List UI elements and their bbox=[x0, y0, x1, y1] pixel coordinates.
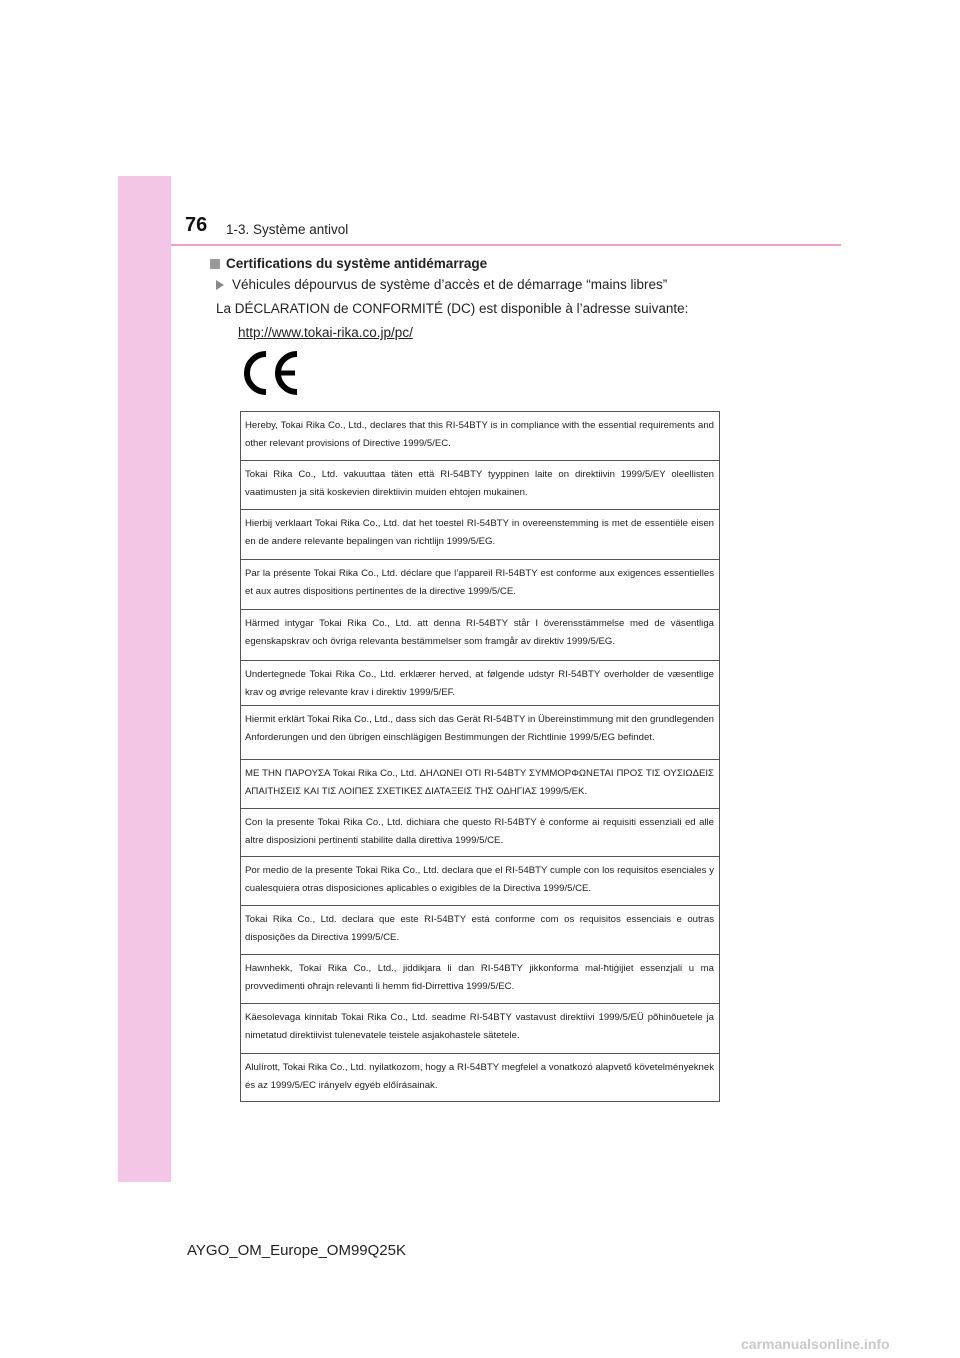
declaration-text: ΜΕ ΤΗΝ ΠΑΡΟΥΣΑ Tokai Rika Co., Ltd. ΔΗΛΩΝΕΙ ΟΤΙ RI-54BTY ΣΥΜΜΟΡΦΩΝΕΤΑΙ ΠΡΟΣ ΤΙΣ ΟΥΣΙΩΔΕΙΣ ΑΠΑΙΤΗΣΕΙΣ ΚΑΙ ΤΙΣ ΛΟΙΠΕΣ ΣΧΕΤΙΚΕΣ ΔΙΑΤΑΞΕΙΣ ΤΗΣ ΟΔΗΓΙΑΣ 1999/5/ΕΚ. bbox=[241, 760, 720, 809]
declaration-text: Con la presente Tokai Rika Co., Ltd. dichiara che questo RI-54BTY è conforme ai requisiti essenziali ed alle altre disposizioni pertinenti stabilite dalla direttiva 1999/5/CE. bbox=[241, 809, 720, 857]
declaration-row bbox=[241, 706, 720, 760]
sub-heading-text: Véhicules dépourvus de système d’accès et de démarrage “mains libres” bbox=[232, 277, 668, 292]
declaration-text: Alulírott, Tokai Rika Co., Ltd. nyilatkozom, hogy a RI-54BTY megfelel a vonatkozó alapvető követelményeknek és az 1999/5/EC irányelv egyéb előírásainak. bbox=[241, 1054, 720, 1102]
conformity-link[interactable]: http://www.tokai-rika.co.jp/pc/ bbox=[238, 325, 413, 340]
declaration-row bbox=[241, 510, 720, 560]
declaration-text: Härmed intygar Tokai Rika Co., Ltd. att denna RI-54BTY står I överensstämmelse med de väsentliga egenskapskrav och övriga relevanta bestämmelser som framgår av direktiv 1999/5/EG. bbox=[241, 610, 720, 661]
declaration-row bbox=[241, 906, 720, 955]
chapter-sidebar-tab bbox=[118, 176, 171, 1182]
declaration-row bbox=[241, 610, 720, 661]
section-title: 1-3. Système antivol bbox=[226, 222, 349, 237]
declaration-text: Hiermit erklärt Tokai Rika Co., Ltd., dass sich das Gerät RI-54BTY in Übereinstimmung mit den grundlegenden Anforderungen und den übrigen einschlägigen Bestimmungen der Richtlinie 1999/5/EG befindet. bbox=[241, 706, 720, 760]
declaration-row bbox=[241, 560, 720, 610]
declaration-row bbox=[241, 661, 720, 706]
declaration-text: Por medio de la presente Tokai Rika Co., Ltd. declara que el RI-54BTY cumple con los requisitos esenciales y cualesquiera otras disposiciones aplicables o exigibles de la Directiva 1999/5/CE. bbox=[241, 857, 720, 906]
conformity-paragraph: La DÉCLARATION de CONFORMITÉ (DC) est disponible à l’adresse suivante: bbox=[216, 301, 689, 316]
declaration-row bbox=[241, 1004, 720, 1054]
declaration-row bbox=[241, 412, 720, 461]
document-code: AYGO_OM_Europe_OM99Q25K bbox=[187, 1242, 406, 1259]
watermark: carmanualsonline.info bbox=[741, 1336, 890, 1352]
declarations-table bbox=[240, 411, 720, 1102]
declaration-row bbox=[241, 760, 720, 809]
declaration-row bbox=[241, 955, 720, 1004]
declaration-row bbox=[241, 1054, 720, 1102]
declaration-text: Par la présente Tokai Rika Co., Ltd. déclare que l’appareil RI-54BTY est conforme aux exigences essentielles et aux autres dispositions pertinentes de la directive 1999/5/CE. bbox=[241, 560, 720, 610]
declaration-text: Hereby, Tokai Rika Co., Ltd., declares that this RI-54BTY is in compliance with the essential requirements and other relevant provisions of Directive 1999/5/EC. bbox=[241, 412, 720, 461]
sub-heading bbox=[216, 277, 667, 292]
triangle-bullet-icon bbox=[216, 280, 224, 290]
declaration-text: Käesolevaga kinnitab Tokai Rika Co., Ltd. seadme RI-54BTY vastavust direktiivi 1999/5/EÜ põhinõuetele ja nimetatud direktiivist tulenevatele teistele asjakohastele sätetele. bbox=[241, 1004, 720, 1054]
ce-mark-logo bbox=[240, 350, 302, 396]
header-divider bbox=[171, 244, 841, 246]
section-heading-text: Certifications du système antidémarrage bbox=[226, 256, 488, 271]
declaration-text: Tokai Rika Co., Ltd. declara que este RI-54BTY está conforme com os requisitos essenciais e outras disposições da Directiva 1999/5/CE. bbox=[241, 906, 720, 955]
declaration-text: Tokai Rika Co., Ltd. vakuuttaa täten että RI-54BTY tyyppinen laite on direktiivin 1999/5/EY oleellisten vaatimusten ja sitä koskevien direktiivin muiden ehtojen mukainen. bbox=[241, 461, 720, 510]
declaration-text: Hierbij verklaart Tokai Rika Co., Ltd. dat het toestel RI-54BTY in overeenstemming is met de essentiële eisen en de andere relevante bepalingen van richtlijn 1999/5/EG. bbox=[241, 510, 720, 560]
declaration-row bbox=[241, 461, 720, 510]
square-bullet-icon bbox=[210, 259, 220, 269]
declaration-text: Undertegnede Tokai Rika Co., Ltd. erklærer herved, at følgende udstyr RI-54BTY overholder de væsentlige krav og øvrige relevante krav i direktiv 1999/5/EF. bbox=[241, 661, 720, 706]
page-number: 76 bbox=[185, 214, 208, 236]
declaration-row bbox=[241, 857, 720, 906]
declaration-text: Hawnhekk, Tokai Rika Co., Ltd., jiddikjara li dan RI-54BTY jikkonforma mal-ħtiġijiet essenzjali u ma provvedimenti oħrajn relevanti li hemm fid-Dirrettiva 1999/5/EC. bbox=[241, 955, 720, 1004]
declaration-row bbox=[241, 809, 720, 857]
section-heading bbox=[210, 256, 487, 271]
